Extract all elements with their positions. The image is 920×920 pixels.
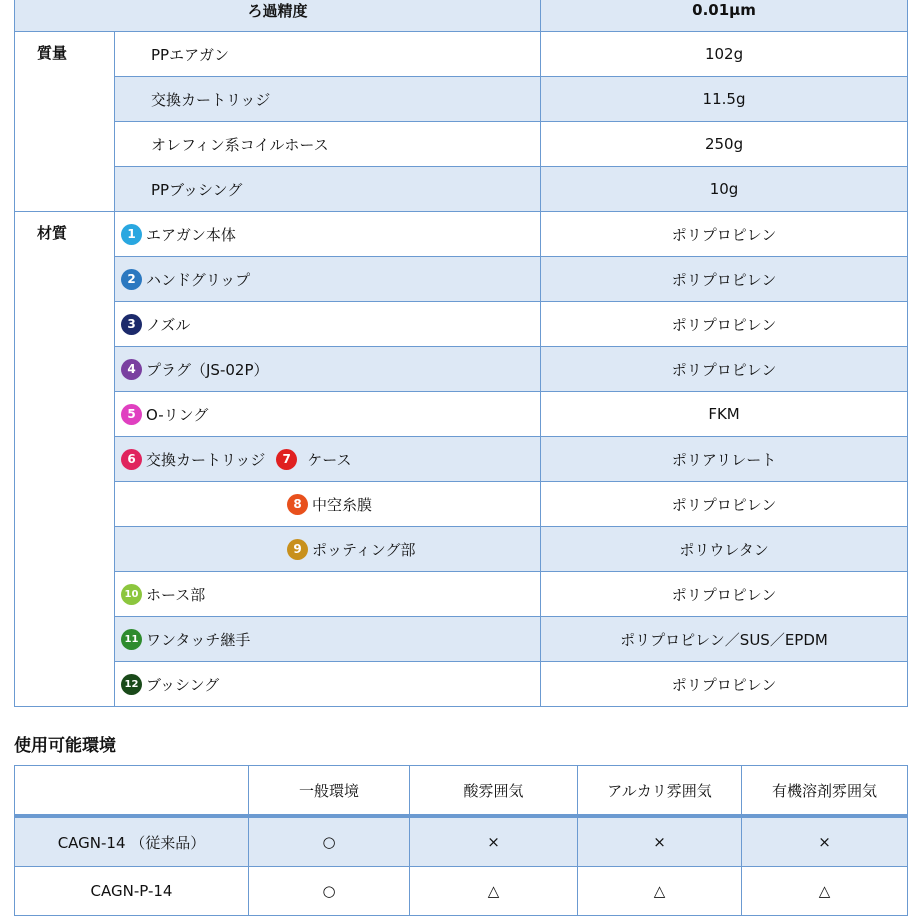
material-item-label: ブッシング (146, 675, 220, 694)
material-value: ポリプロピレン (541, 302, 908, 347)
env-cell: △ (578, 867, 742, 916)
material-item-label: O-リング (146, 405, 209, 424)
mass-item: オレフィン系コイルホース (115, 122, 541, 167)
material-row (15, 617, 908, 662)
material-row (15, 572, 908, 617)
material-item-label: ケース (307, 450, 352, 469)
number-10-icon: 10 (121, 584, 142, 605)
mass-item: PPエアガン (115, 32, 541, 77)
env-cell: × (742, 816, 908, 867)
env-table (14, 765, 908, 916)
env-header-cell: アルカリ雰囲気 (578, 766, 742, 817)
material-value: ポリプロピレン (541, 572, 908, 617)
number-3-icon: 3 (121, 314, 142, 335)
material-item (115, 212, 541, 257)
material-item (115, 482, 541, 527)
material-row (15, 527, 908, 572)
material-row (15, 257, 908, 302)
number-11-icon: 11 (121, 629, 142, 650)
material-row (15, 662, 908, 707)
number-9-icon: 9 (287, 539, 308, 560)
material-item-label: 交換カートリッジ (146, 450, 266, 469)
env-cell: ○ (249, 867, 410, 916)
material-item (115, 347, 541, 392)
env-header-row (15, 766, 908, 817)
filtration-label: ろ過精度 (15, 0, 541, 32)
mass-row (15, 32, 908, 77)
mass-value: 10g (541, 167, 908, 212)
env-section-title: 使用可能環境 (14, 736, 116, 756)
material-item-label: ワンタッチ継手 (146, 630, 251, 649)
mass-value: 250g (541, 122, 908, 167)
material-item-label: プラグ（JS-02P） (146, 360, 269, 379)
material-row (15, 302, 908, 347)
material-value: ポリプロピレン (541, 662, 908, 707)
mass-row (15, 167, 908, 212)
env-cell: ○ (249, 816, 410, 867)
mass-item: 交換カートリッジ (115, 77, 541, 122)
env-row (15, 816, 908, 867)
material-value: ポリプロピレン (541, 347, 908, 392)
mass-value: 11.5g (541, 77, 908, 122)
material-value: ポリプロピレン (541, 257, 908, 302)
material-value: ポリプロピレン／SUS／EPDM (541, 617, 908, 662)
env-header-cell: 有機溶剤雰囲気 (742, 766, 908, 817)
number-4-icon: 4 (121, 359, 142, 380)
material-item (115, 662, 541, 707)
env-row (15, 867, 908, 916)
material-item (115, 257, 541, 302)
number-12-icon: 12 (121, 674, 142, 695)
material-row (15, 482, 908, 527)
material-value: ポリウレタン (541, 527, 908, 572)
material-item-label: ハンドグリップ (146, 270, 251, 289)
number-1-icon: 1 (121, 224, 142, 245)
material-value: ポリアリレート (541, 437, 908, 482)
env-product-name: CAGN-P-14 (15, 867, 249, 916)
material-item (115, 437, 541, 482)
material-item (115, 572, 541, 617)
material-row (15, 392, 908, 437)
mass-row (15, 77, 908, 122)
spec-table (14, 0, 908, 707)
env-header-cell: 一般環境 (249, 766, 410, 817)
number-2-icon: 2 (121, 269, 142, 290)
number-6-icon: 6 (121, 449, 142, 470)
material-value: ポリプロピレン (541, 212, 908, 257)
material-item-label: ホース部 (146, 585, 206, 604)
mass-row (15, 122, 908, 167)
material-value: FKM (541, 392, 908, 437)
material-item-label: ノズル (146, 315, 191, 334)
material-row (15, 437, 908, 482)
material-item (115, 302, 541, 347)
env-product-name: CAGN-14 （従来品） (15, 816, 249, 867)
number-5-icon: 5 (121, 404, 142, 425)
env-cell: △ (742, 867, 908, 916)
env-header-cell (15, 766, 249, 817)
material-item-label: エアガン本体 (146, 225, 236, 244)
material-item (115, 527, 541, 572)
material-item (115, 617, 541, 662)
material-value: ポリプロピレン (541, 482, 908, 527)
mass-item: PPブッシング (115, 167, 541, 212)
env-cell: × (410, 816, 578, 867)
mass-category: 質量 (15, 32, 115, 212)
filtration-row (15, 0, 908, 32)
material-row (15, 347, 908, 392)
material-item (115, 392, 541, 437)
filtration-value: 0.01μm (541, 0, 908, 32)
material-row (15, 212, 908, 257)
material-category: 材質 (15, 212, 115, 707)
mass-value: 102g (541, 32, 908, 77)
number-7-icon: 7 (276, 449, 297, 470)
env-header-cell: 酸雰囲気 (410, 766, 578, 817)
material-item-label: 中空糸膜 (312, 495, 373, 514)
number-8-icon: 8 (287, 494, 308, 515)
env-cell: △ (410, 867, 578, 916)
env-cell: × (578, 816, 742, 867)
material-item-label: ポッティング部 (312, 540, 416, 559)
